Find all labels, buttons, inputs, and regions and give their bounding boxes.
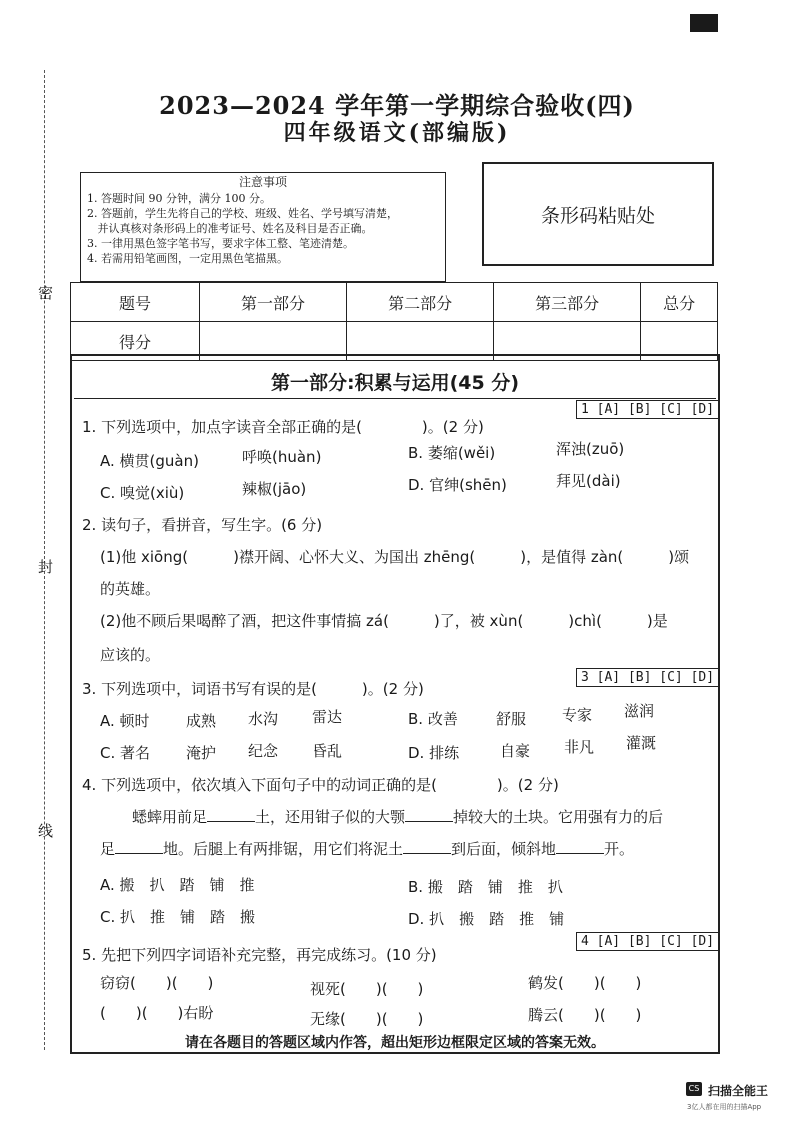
q1-option-c2: 辣椒(jāo) [242, 480, 307, 498]
q1-option-a2: 呼唤(huàn) [242, 448, 322, 466]
section-divider [74, 398, 716, 399]
footer-warning: 请在各题目的答题区域内作答，超出矩形边框限定区域的答案无效。 [185, 1035, 605, 1051]
side-label-mi: 密 [38, 284, 54, 302]
q3-word: 水沟 [248, 710, 279, 728]
notice-box [80, 172, 446, 282]
notice-item: 并认真核对条形码上的准考证号、姓名及科目是否正确。 [87, 222, 373, 235]
q4-text: 足 [100, 840, 116, 858]
q2-sentence2-end: 应该的。 [100, 646, 161, 664]
notice-item: 4. 若需用铅笔画图，一定用黑色笔描黑。 [87, 252, 288, 265]
q4-option-a: A. 搬 扒 踏 铺 推 [100, 876, 255, 894]
notice-heading: 注意事项 [238, 175, 287, 189]
q3-stem: 3. 下列选项中，词语书写有误的是( )。(2 分) [82, 680, 424, 698]
q4-text: 蟋蟀用前足 [132, 808, 208, 826]
q3-word: 灌溉 [626, 734, 657, 752]
q5-idiom: 无缘( )( ) [310, 1010, 424, 1028]
q4-text: 开。 [604, 840, 635, 858]
q3-option-c: C. 著名 [100, 744, 151, 762]
score-cell: 第一部分 [200, 283, 347, 322]
q5-stem: 5. 先把下列四字词语补充完整，再完成练习。(10 分) [82, 946, 437, 964]
section-title: 第一部分:积累与运用(45 分) [270, 372, 520, 394]
q4-option-b: B. 搬 踏 铺 推 扒 [408, 878, 563, 896]
side-label-xian: 线 [38, 822, 54, 840]
score-cell: 第二部分 [347, 283, 494, 322]
notice-item: 3. 一律用黑色签字笔书写，要求字体工整、笔迹清楚。 [87, 237, 354, 250]
notice-item: 2. 答题前，学生先将自己的学校、班级、姓名、学号填写清楚， [87, 207, 398, 220]
scanner-tagline: 3亿人都在用的扫描App [687, 1103, 762, 1111]
exam-title: 2023—2024 学年第一学期综合验收(四) [159, 91, 635, 120]
q3-word: 成熟 [186, 712, 217, 730]
q2-sentence2: (2)他不顾后果喝醉了酒，把这件事情搞 zá( )了，被 xùn( )chì( )是 [100, 612, 668, 630]
q3-word: 专家 [562, 706, 593, 724]
q2-sentence1: (1)他 xiōng( )襟开阔、心怀大义、为国出 zhēng( )，是值得 zàn( )颂 [100, 548, 690, 566]
q4-text: 土，还用钳子似的大颚 [255, 808, 406, 826]
q4-blank[interactable] [556, 841, 604, 854]
q4-passage-line1 [132, 806, 663, 827]
barcode-area: 条形码粘贴处 [482, 162, 714, 266]
q5-answer-box[interactable]: 4 [A] [B] [C] [D] [576, 932, 719, 951]
q4-blank[interactable] [115, 841, 163, 854]
q4-passage-line2 [100, 838, 634, 859]
score-cell: 总分 [641, 283, 718, 322]
exam-subtitle: 四年级语文(部编版) [283, 120, 511, 146]
q4-blank[interactable] [207, 809, 255, 822]
notice-item: 1. 答题时间 90 分钟，满分 100 分。 [87, 192, 271, 205]
q2-stem: 2. 读句子，看拼音，写生字。(6 分) [82, 516, 323, 534]
q1-option-b1: B. 萎缩(wěi) [408, 444, 496, 462]
score-table [70, 282, 718, 361]
q4-option-c: C. 扒 推 铺 踏 搬 [100, 908, 256, 926]
q3-option-b: B. 改善 [408, 710, 458, 728]
q3-word: 纪念 [248, 742, 279, 760]
q4-text: 到后面，倾斜地 [451, 840, 557, 858]
q3-word: 昏乱 [312, 742, 343, 760]
score-header-row [71, 283, 718, 322]
score-cell: 第三部分 [494, 283, 641, 322]
q3-option-d: D. 排练 [408, 744, 460, 762]
q1-answer-box[interactable]: 1 [A] [B] [C] [D] [576, 400, 719, 419]
q5-idiom: 视死( )( ) [310, 980, 424, 998]
scanner-logo-icon: CS [686, 1082, 702, 1096]
corner-mark [690, 14, 718, 32]
q4-text: 地。后腿上有两排锯，用它们将泥土 [163, 840, 404, 858]
scanner-name: 扫描全能王 [708, 1084, 769, 1098]
q3-word: 淹护 [186, 744, 217, 762]
q4-option-d: D. 扒 搬 踏 推 铺 [408, 910, 565, 928]
q1-option-b2: 浑浊(zuō) [556, 440, 625, 458]
q1-option-a1: A. 横贯(guàn) [100, 452, 199, 470]
score-cell: 题号 [71, 283, 200, 322]
q4-blank[interactable] [405, 809, 453, 822]
q5-idiom: 窃窃( )( ) [100, 974, 214, 992]
q3-option-a: A. 顿时 [100, 712, 150, 730]
q3-word: 雷达 [312, 708, 343, 726]
q4-blank[interactable] [403, 841, 451, 854]
score-cell: 得分 [71, 322, 200, 361]
q3-word: 滋润 [624, 702, 655, 720]
q1-option-c1: C. 嗅觉(xiù) [100, 484, 185, 502]
q1-option-d2: 拜见(dài) [556, 472, 621, 490]
q4-stem: 4. 下列选项中，依次填入下面句子中的动词正确的是( )。(2 分) [82, 776, 559, 794]
q5-idiom: 腾云( )( ) [528, 1006, 642, 1024]
q1-option-d1: D. 官绅(shēn) [408, 476, 507, 494]
q3-word: 自豪 [500, 742, 531, 760]
q3-word: 非凡 [564, 738, 595, 756]
q4-text: 掉较大的土块。它用强有力的后 [453, 808, 664, 826]
q5-idiom: 鹤发( )( ) [528, 974, 642, 992]
q3-word: 舒服 [496, 710, 527, 728]
q3-answer-box[interactable]: 3 [A] [B] [C] [D] [576, 668, 719, 687]
q2-sentence1-end: 的英雄。 [100, 580, 161, 598]
side-label-feng: 封 [38, 558, 54, 576]
q5-idiom: ( )( )右盼 [100, 1004, 214, 1022]
q1-stem: 1. 下列选项中，加点字读音全部正确的是( )。(2 分) [82, 418, 484, 436]
